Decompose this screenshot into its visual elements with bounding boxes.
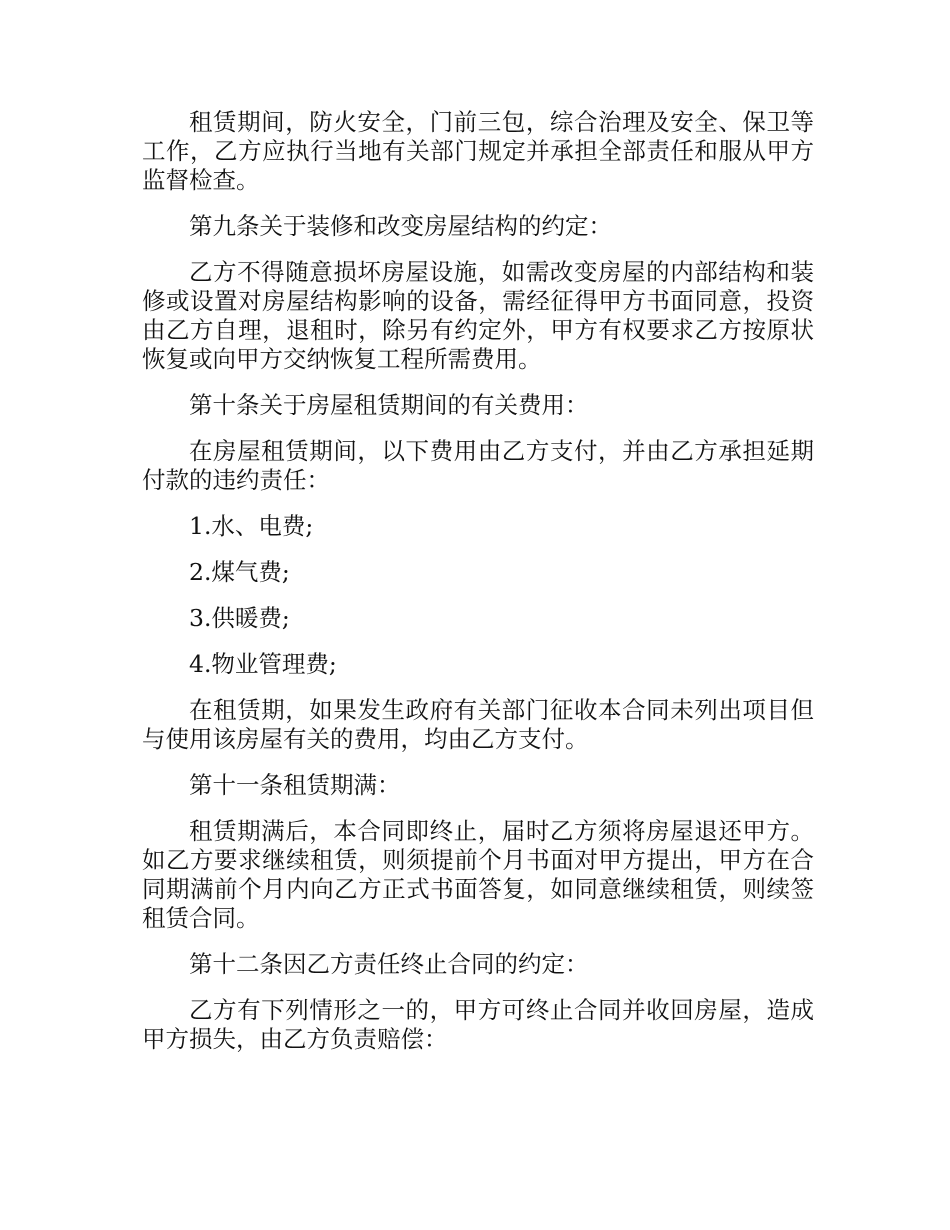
list-item-gas: 2.煤气费; bbox=[189, 558, 290, 586]
paragraph-termination-conditions: 乙方有下列情形之一的，甲方可终止合同并收回房屋，造成甲方损失，由乙方负责赔偿： bbox=[142, 996, 814, 1053]
article-11-heading: 第十一条租赁期满： bbox=[189, 771, 401, 799]
paragraph-lease-expiry: 租赁期满后，本合同即终止，届时乙方须将房屋退还甲方。如乙方要求继续租赁，则须提前个月书面对甲方提出，甲方在合同期满前个月内向乙方正式书面答复，如同意继续租赁，则续签租赁合同。 bbox=[142, 817, 814, 932]
paragraph-fees-intro: 在房屋租赁期间，以下费用由乙方支付，并由乙方承担延期付款的违约责任： bbox=[142, 437, 814, 494]
list-item-water-electricity: 1.水、电费; bbox=[189, 512, 314, 540]
document-body bbox=[142, 108, 814, 1071]
article-10-heading: 第十条关于房屋租赁期间的有关费用： bbox=[189, 391, 589, 419]
article-12-heading: 第十二条因乙方责任终止合同的约定： bbox=[189, 950, 589, 978]
paragraph-government-fees: 在租赁期，如果发生政府有关部门征收本合同未列出项目但与使用该房屋有关的费用，均由乙方支付。 bbox=[142, 696, 814, 753]
list-item-heating: 3.供暖费; bbox=[189, 604, 290, 632]
paragraph-renovation: 乙方不得随意损坏房屋设施，如需改变房屋的内部结构和装修或设置对房屋结构影响的设备，需经征得甲方书面同意，投资由乙方自理，退租时，除另有约定外，甲方有权要求乙方按原状恢复或向甲方交纳恢复工程所需费用。 bbox=[142, 258, 814, 373]
article-9-heading: 第九条关于装修和改变房屋结构的约定： bbox=[189, 212, 612, 240]
list-item-property-management: 4.物业管理费; bbox=[189, 650, 337, 678]
paragraph-fire-safety: 租赁期间，防火安全，门前三包，综合治理及安全、保卫等工作，乙方应执行当地有关部门规定并承担全部责任和服从甲方监督检查。 bbox=[142, 108, 814, 194]
